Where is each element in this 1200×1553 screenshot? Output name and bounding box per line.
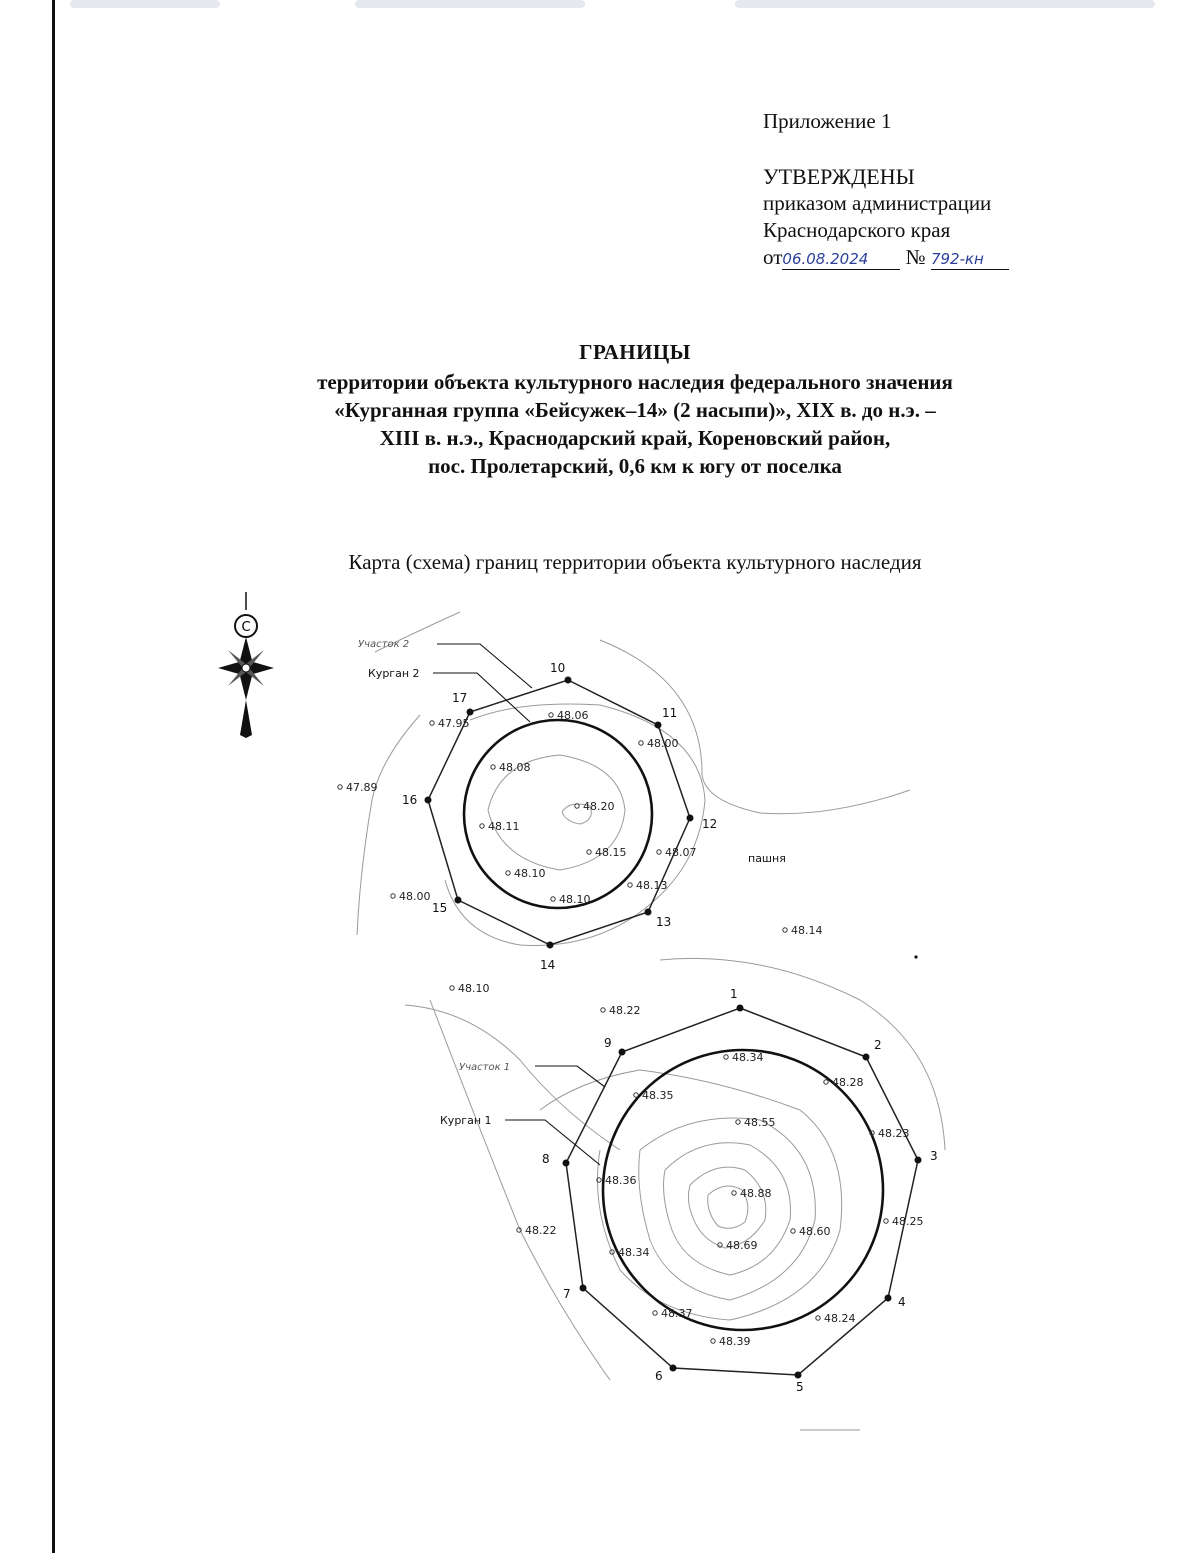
plot-1-elevation-label: 48.25	[892, 1215, 924, 1228]
contour-lines	[357, 612, 945, 1430]
plot-1-vertex-5	[795, 1372, 802, 1379]
mound-2-circle	[464, 720, 652, 908]
plot-2-vertex-label-16: 16	[402, 793, 418, 807]
plot-2-elevation-label: 47.89	[346, 781, 378, 794]
plot-1-vertex-label-1: 1	[730, 987, 738, 1001]
plot-2	[402, 661, 717, 972]
mound-1-label: Курган 1	[440, 1114, 492, 1127]
plot-1-elevation-label: 48.36	[605, 1174, 637, 1187]
plot-2-elevation-label: 48.10	[559, 893, 591, 906]
plot-2-elevation-label: 48.06	[557, 709, 589, 722]
plot-2-elevation-point	[506, 871, 510, 875]
plot-1-vertex-4	[885, 1295, 892, 1302]
plot-1-elevation-point	[884, 1219, 888, 1223]
plot-2-elevation-label: 48.10	[514, 867, 546, 880]
plot-2-elevation-label: 48.07	[665, 846, 697, 859]
plot-2-elevation-point	[480, 824, 484, 828]
plot-2-label: Участок 2	[358, 639, 410, 650]
plot-1-vertex-label-2: 2	[874, 1038, 882, 1052]
plot-2-vertex-label-17: 17	[452, 691, 468, 705]
plot-1-vertex-9	[619, 1049, 626, 1056]
plot-1-vertex-8	[563, 1160, 570, 1167]
plot-2-vertex-17	[467, 709, 474, 716]
plot-2-points	[402, 661, 717, 972]
title-line-3: XIII в. н.э., Краснодарский край, Кореновский район,	[379, 426, 891, 450]
plot-2-elevation-point	[549, 713, 553, 717]
plot-1-elevation-label: 48.22	[525, 1224, 557, 1237]
plot-1-vertex-label-8: 8	[542, 1152, 550, 1166]
date-prefix: от	[763, 245, 783, 269]
plot-1-vertex-label-9: 9	[604, 1036, 612, 1050]
plot-1-vertex-2	[863, 1054, 870, 1061]
field-elevation-point	[601, 1008, 605, 1012]
field-elevation-label: 48.10	[458, 982, 490, 995]
map-subtitle: Карта (схема) границ территории объекта культурного наследия	[348, 550, 922, 574]
plot-2-elevation-label: 48.08	[499, 761, 531, 774]
plot-2-vertex-label-10: 10	[550, 661, 566, 675]
plot-1-elevation-label: 48.28	[832, 1076, 864, 1089]
plot-2-vertex-16	[425, 797, 432, 804]
plot-2-vertex-13	[645, 909, 652, 916]
number-prefix: №	[905, 245, 926, 269]
mound-2-label: Курган 2	[368, 667, 420, 680]
title-line-1: территории объекта культурного наследия федерального значения	[317, 370, 953, 394]
plot-2-elevation-label: 47.95	[438, 717, 470, 730]
appendix-label: Приложение 1	[763, 109, 892, 133]
plot-1-elevation-label: 48.69	[726, 1239, 758, 1252]
field-elevation-label: 48.22	[609, 1004, 641, 1017]
plot-2-vertex-label-12: 12	[702, 817, 718, 831]
plot-2-elevation-point	[338, 785, 342, 789]
date-value: 06.08.2024	[782, 250, 869, 268]
plot-1-vertex-label-6: 6	[655, 1369, 663, 1383]
plot-2-elevation-label: 48.15	[595, 846, 627, 859]
plot-1-elevation-point	[791, 1229, 795, 1233]
small-field-label: пашня	[748, 852, 786, 865]
plot-2-vertex-label-11: 11	[662, 706, 678, 720]
title-heading: ГРАНИЦЫ	[579, 340, 691, 364]
plot-2-vertex-10	[565, 677, 572, 684]
plot-2-elevation-point	[391, 894, 395, 898]
plot-1-elevation-label: 48.34	[618, 1246, 650, 1259]
plot-2-vertex-label-15: 15	[432, 901, 448, 915]
plot-1-elevation-label: 48.60	[799, 1225, 831, 1238]
plot-2-vertex-15	[455, 897, 462, 904]
field-elevation-point	[783, 928, 787, 932]
plot-1-vertex-label-4: 4	[898, 1295, 906, 1309]
plot-1-elevation-point	[824, 1080, 828, 1084]
plot-2-elevation-point	[491, 765, 495, 769]
plot-1-elevation-label: 48.24	[824, 1312, 856, 1325]
plot-2-elevation-label: 48.13	[636, 879, 668, 892]
plot-1-elevation-label: 48.55	[744, 1116, 776, 1129]
marker-dot	[914, 955, 917, 958]
plot-1-vertex-7	[580, 1285, 587, 1292]
compass-letter: С	[241, 620, 251, 635]
plot-1-elevation-point	[724, 1055, 728, 1059]
plot-2-vertex-12	[687, 815, 694, 822]
plot-2-elevation-label: 48.11	[488, 820, 520, 833]
plot-1-elevation-label: 48.39	[719, 1335, 751, 1348]
plot-1-vertex-label-7: 7	[563, 1287, 571, 1301]
plot-1-vertex-label-3: 3	[930, 1149, 938, 1163]
plot-2-elevation-label: 48.00	[399, 890, 431, 903]
plot-1-label: Участок 1	[459, 1062, 511, 1073]
plot-2-elevation-point	[657, 850, 661, 854]
plot-1-vertex-3	[915, 1157, 922, 1164]
plot-2-elevation-label: 48.00	[647, 737, 679, 750]
elevation-marks	[338, 709, 924, 1348]
plot-1-elevation-point	[732, 1191, 736, 1195]
plot-2-vertex-11	[655, 722, 662, 729]
plot-1-elevation-point	[711, 1339, 715, 1343]
plot-1-elevation-label: 48.35	[642, 1089, 674, 1102]
plot-1-elevation-label: 48.23	[878, 1127, 910, 1140]
plot-1-elevation-label: 48.88	[740, 1187, 772, 1200]
plot-1-elevation-label: 48.34	[732, 1051, 764, 1064]
plot-2-elevation-point	[587, 850, 591, 854]
plot-2-elevation-point	[639, 741, 643, 745]
number-value: 792-кн	[930, 250, 984, 268]
plot-2-vertex-label-13: 13	[656, 915, 672, 929]
field-elevation-point	[450, 986, 454, 990]
title-line-4: пос. Пролетарский, 0,6 км к югу от поселка	[428, 454, 842, 478]
compass-icon	[218, 592, 274, 738]
plot-2-vertex-label-14: 14	[540, 958, 556, 972]
title-line-2: «Курганная группа «Бейсужек–14» (2 насыпи)», XIX в. до н.э. –	[334, 398, 936, 422]
plot-2-elevation-label: 48.20	[583, 800, 615, 813]
approval-line-1: приказом администрации	[763, 191, 992, 215]
plot-1-elevation-point	[634, 1093, 638, 1097]
plot-2-elevation-point	[430, 721, 434, 725]
plot-1-vertex-1	[737, 1005, 744, 1012]
plot-1-vertex-6	[670, 1365, 677, 1372]
plot-2-elevation-point	[551, 897, 555, 901]
field-elevation-label: 48.14	[791, 924, 823, 937]
plot-1-elevation-label: 48.37	[661, 1307, 693, 1320]
plot-1-vertex-label-5: 5	[796, 1380, 804, 1394]
plot-2-elevation-point	[628, 883, 632, 887]
approval-line-2: Краснодарского края	[763, 218, 951, 242]
plot-1-elevation-point	[653, 1311, 657, 1315]
plot-1-elevation-point	[736, 1120, 740, 1124]
plot-1-elevation-point	[816, 1316, 820, 1320]
approved-heading: УТВЕРЖДЕНЫ	[763, 164, 915, 189]
plot-2-vertex-14	[547, 942, 554, 949]
